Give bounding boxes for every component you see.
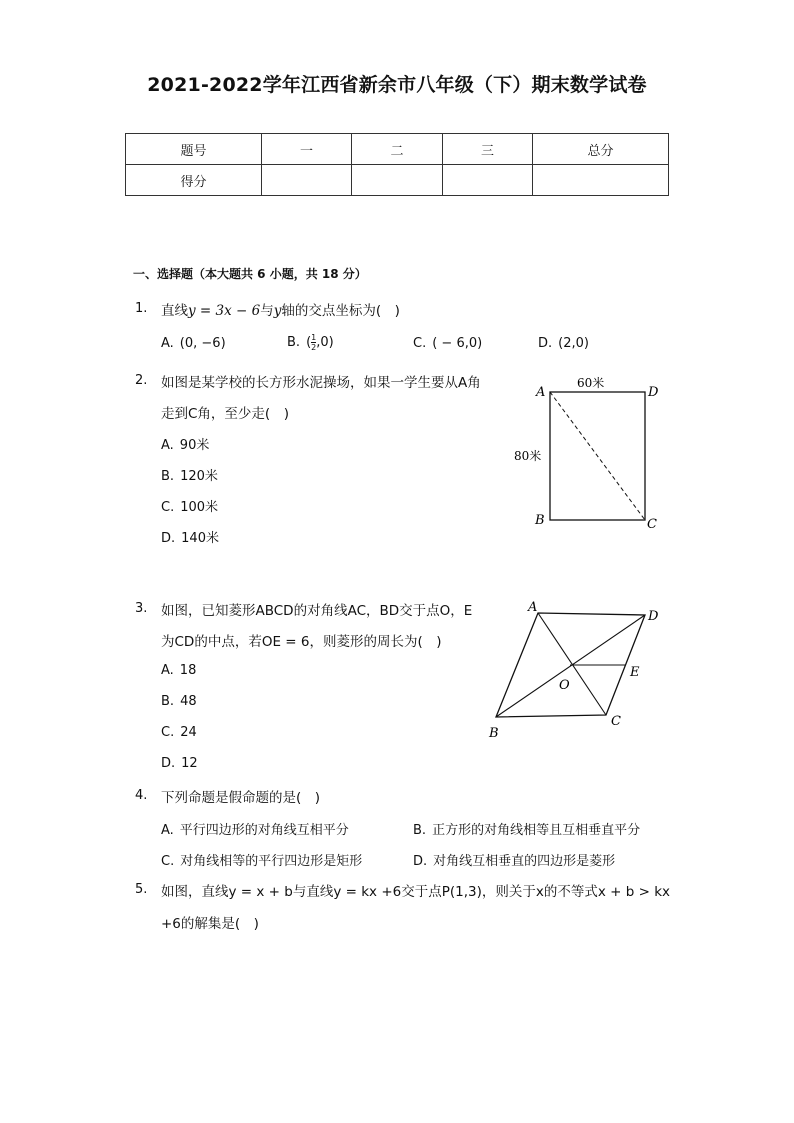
option-label: C. xyxy=(161,854,175,869)
question-5-line-2: +6的解集是( ) xyxy=(161,916,259,932)
score-header-cell: 一 xyxy=(262,134,352,165)
score-table-score-row xyxy=(126,165,669,196)
option-text: ( − 6,0) xyxy=(432,336,483,351)
option-text: 12 xyxy=(181,756,198,771)
option-text: 对角线互相垂直的四边形是菱形 xyxy=(433,854,616,869)
option-label: A. xyxy=(161,438,174,453)
question-3-line-2: 为CD的中点，若OE = 6，则菱形的周长为( ) xyxy=(161,634,442,650)
option-a[interactable] xyxy=(161,434,209,453)
question-1-math: y = 3x − 6 xyxy=(188,303,261,319)
option-b[interactable] xyxy=(161,465,218,484)
score-row-label: 得分 xyxy=(126,165,262,196)
question-3-line-1: 如图，已知菱形ABCD的对角线AC，BD交于点O，E xyxy=(161,603,473,619)
vertex-d: D xyxy=(648,609,659,624)
fraction-numerator: 1 xyxy=(311,333,317,342)
option-label: C. xyxy=(161,500,175,515)
option-a[interactable] xyxy=(161,663,196,678)
option-label: A. xyxy=(161,336,174,351)
option-label: D. xyxy=(413,854,428,869)
rectangle-playground-figure xyxy=(505,370,675,535)
score-header-cell: 题号 xyxy=(126,134,262,165)
vertex-d: D xyxy=(648,385,659,400)
question-1-text-a: 直线 xyxy=(161,303,188,319)
option-label: D. xyxy=(538,336,553,351)
vertex-e: E xyxy=(630,665,640,680)
rhombus-figure xyxy=(480,595,680,745)
label-60m: 60米 xyxy=(577,376,605,390)
option-label: D. xyxy=(161,756,176,771)
option-d[interactable] xyxy=(161,756,198,771)
option-d[interactable] xyxy=(413,850,615,869)
question-number: 4. xyxy=(135,788,148,803)
option-c[interactable] xyxy=(413,336,482,351)
option-d[interactable] xyxy=(538,336,589,351)
option-label: A. xyxy=(161,663,174,678)
question-4-line-1: 下列命题是假命题的是( ) xyxy=(161,790,321,806)
option-text: 100米 xyxy=(180,500,219,515)
option-label: C. xyxy=(413,336,427,351)
diagonal-ac xyxy=(538,613,606,715)
option-text: (2,0) xyxy=(558,336,589,351)
option-a[interactable] xyxy=(161,336,226,351)
option-b-post: ,0) xyxy=(316,335,334,350)
question-2-line-2: 走到C角，至少走( ) xyxy=(161,406,289,422)
question-1-text xyxy=(161,299,400,319)
option-text: 140米 xyxy=(181,531,219,546)
point-o: O xyxy=(559,678,570,693)
option-text: 平行四边形的对角线互相平分 xyxy=(179,823,349,838)
option-text: 48 xyxy=(180,694,197,709)
vertex-b: B xyxy=(535,513,545,528)
question-number: 5. xyxy=(135,882,148,897)
option-text: 18 xyxy=(179,663,197,678)
question-number: 3. xyxy=(135,601,148,616)
option-label: A. xyxy=(161,823,174,838)
score-table-header-row xyxy=(126,134,669,165)
fraction-denominator: 2 xyxy=(311,343,317,352)
score-cell[interactable] xyxy=(352,165,443,196)
question-number: 2. xyxy=(135,373,148,388)
exam-title: 2021-2022学年江西省新余市八年级（下）期末数学试卷 xyxy=(147,74,647,96)
option-label: B. xyxy=(287,335,301,350)
score-cell[interactable] xyxy=(262,165,352,196)
option-text: 对角线相等的平行四边形是矩形 xyxy=(180,854,363,869)
option-b[interactable] xyxy=(287,333,334,352)
question-1-text-c: 轴的交点坐标为( ) xyxy=(281,303,400,319)
option-label: B. xyxy=(413,823,427,838)
option-label: C. xyxy=(161,725,175,740)
option-b[interactable] xyxy=(413,819,640,838)
score-header-cell: 三 xyxy=(443,134,533,165)
option-c[interactable] xyxy=(161,850,362,869)
label-80m: 80米 xyxy=(514,449,542,463)
option-c[interactable] xyxy=(161,725,197,740)
score-header-cell: 二 xyxy=(352,134,443,165)
option-d[interactable] xyxy=(161,527,219,546)
option-a[interactable] xyxy=(161,819,349,838)
question-2-line-1: 如图是某学校的长方形水泥操场，如果一学生要从A角 xyxy=(161,375,481,391)
option-text: 90米 xyxy=(179,438,210,453)
score-cell[interactable] xyxy=(533,165,669,196)
question-number: 1. xyxy=(135,301,148,316)
option-label: B. xyxy=(161,694,175,709)
option-label: D. xyxy=(161,531,176,546)
option-text: 120米 xyxy=(180,469,218,484)
vertex-c: C xyxy=(647,517,657,532)
option-label: B. xyxy=(161,469,175,484)
option-b[interactable] xyxy=(161,694,197,709)
diagonal-bd xyxy=(496,615,645,717)
vertex-b: B xyxy=(489,726,499,741)
question-1-math2: y xyxy=(273,303,282,319)
option-text: (0, −6) xyxy=(179,336,226,351)
section-heading: 一、选择题（本大题共 6 小题，共 18 分） xyxy=(133,267,367,281)
vertex-a: A xyxy=(536,385,546,400)
option-c[interactable] xyxy=(161,496,218,515)
option-text: 24 xyxy=(180,725,197,740)
score-header-cell: 总分 xyxy=(533,134,669,165)
vertex-a: A xyxy=(528,600,538,615)
question-5-line-1: 如图，直线y = x + b与直线y = kx +6交于点P(1,3)，则关于x的不等式x + b > kx xyxy=(161,884,671,900)
option-b-pre: ( xyxy=(306,335,312,350)
vertex-c: C xyxy=(611,714,621,729)
score-table xyxy=(125,133,669,196)
option-text: 正方形的对角线相等且互相垂直平分 xyxy=(432,823,641,838)
question-1-text-b: 与 xyxy=(260,303,274,319)
score-cell[interactable] xyxy=(443,165,533,196)
diagonal-ac-dashed xyxy=(550,392,645,520)
